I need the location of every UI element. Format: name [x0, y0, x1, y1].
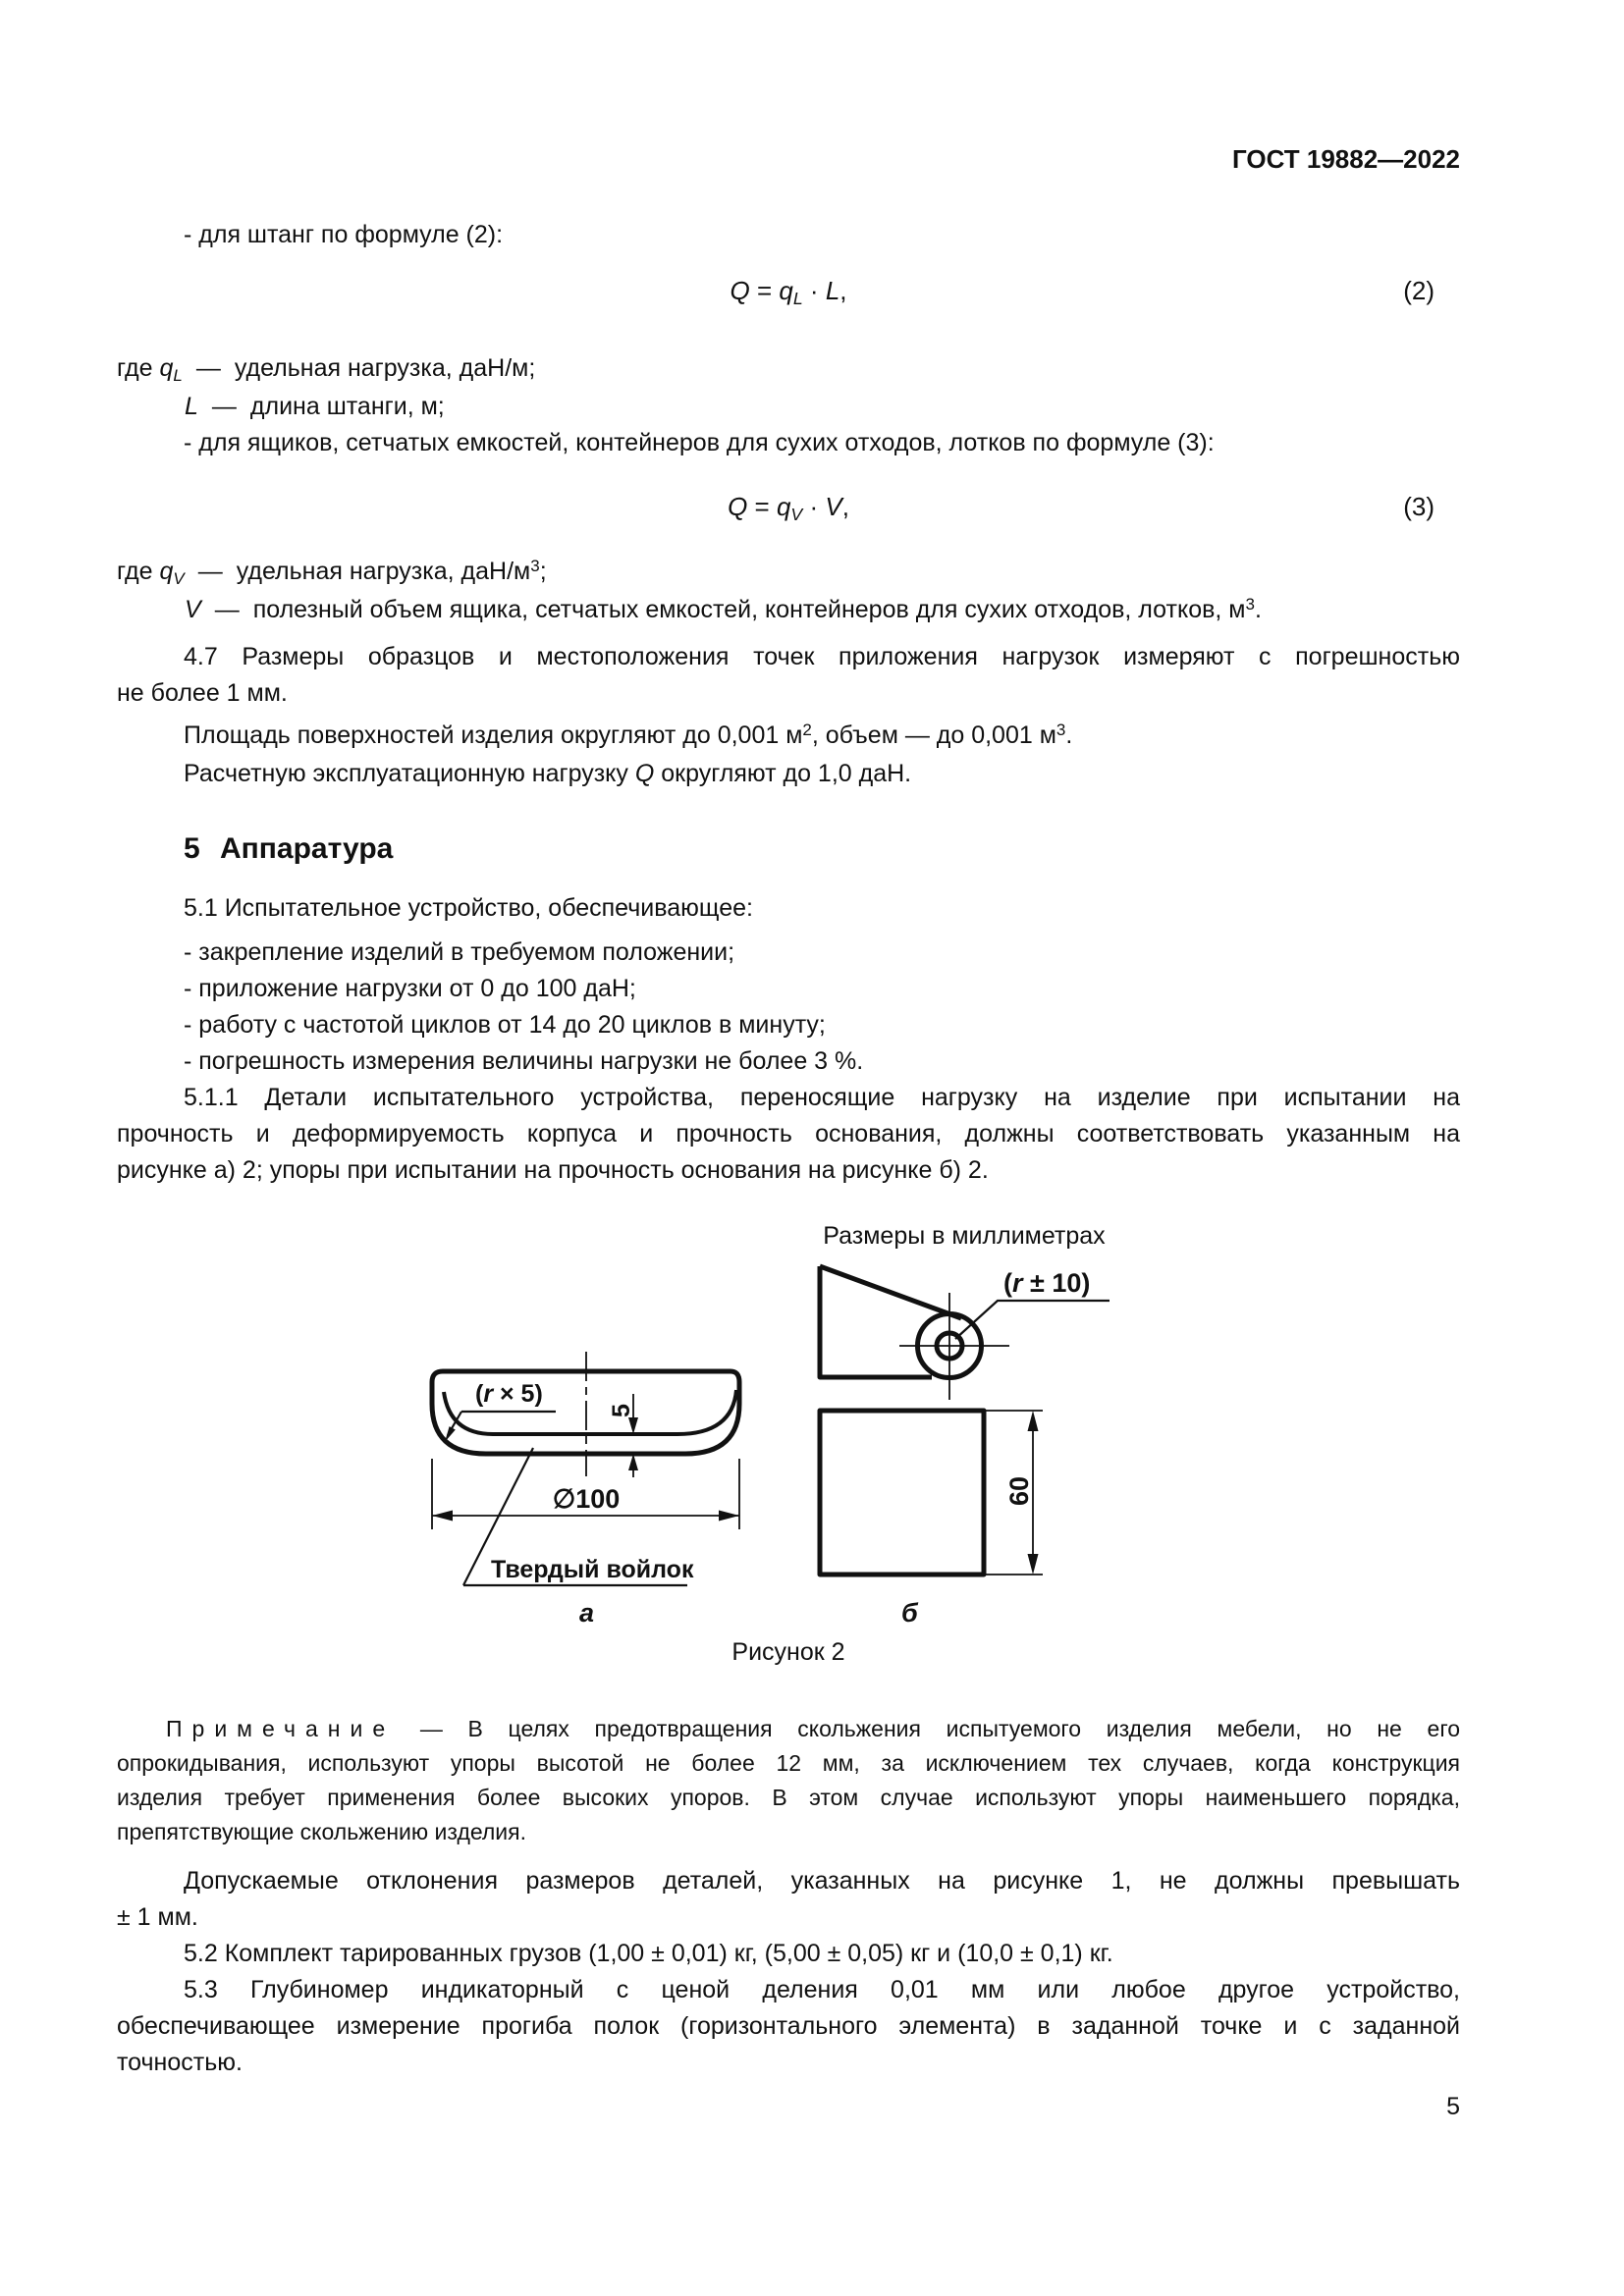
- radius-r10-label: (r ± 10): [1003, 1268, 1091, 1298]
- figure-2-drawing: [245, 1212, 1188, 1634]
- bullet-item: - приложение нагрузки от 0 до 100 даН;: [184, 975, 636, 1002]
- paragraph-5-3-line2: обеспечивающее измерение прогиба полок (горизонтального элемента) в заданной точке и с заданной: [117, 2012, 1460, 2040]
- where-v-definition: V — полезный объем ящика, сетчатых емкостей, контейнеров для сухих отходов, лотков, $м^3$.: [185, 595, 1262, 623]
- formula-2-number: (2): [1403, 276, 1435, 305]
- paragraph-load-rounding: Расчетную эксплуатационную нагрузку Q округляют до 1,0 даН.: [184, 760, 912, 787]
- subfigure-a-label: а: [579, 1598, 595, 1628]
- paragraph-surface-rounding: Площадь поверхностей изделия округляют до 0,001 $м^2$, объем — до 0,001 $м^3$.: [184, 721, 1073, 749]
- r5-arrowhead: [445, 1426, 456, 1442]
- height-arrow-top: [1028, 1411, 1039, 1431]
- bullet-item: - погрешность измерения величины нагрузки не более 3 %.: [184, 1047, 864, 1075]
- paragraph-5-1: 5.1 Испытательное устройство, обеспечивающее:: [184, 894, 753, 922]
- paragraph-deviations-line2: ± 1 мм.: [117, 1903, 198, 1931]
- figure-2: [117, 1212, 1460, 1634]
- height-value: 60: [1004, 1475, 1034, 1506]
- thickness-arrow-down: [628, 1417, 638, 1434]
- note-line4: препятствующие скольжению изделия.: [117, 1819, 526, 1844]
- apparatus-bullet-list: [117, 934, 1460, 1080]
- paragraph-4-7: [117, 639, 1460, 712]
- paragraph-5-2: 5.2 Комплект тарированных грузов (1,00 ± 0,01) кг, (5,00 ± 0,05) кг и (10,0 ± 0,1) кг.: [184, 1940, 1113, 1967]
- formula-3-body: $Q = q_V \cdot V$,: [728, 492, 849, 525]
- bullet-box-formula-intro: - для ящиков, сетчатых емкостей, контейнеров для сухих отходов, лотков по формуле (3):: [184, 429, 1215, 456]
- bullet-item: - работу с частотой циклов от 14 до 20 циклов в минуту;: [184, 1011, 826, 1039]
- note-line1: Примечание — В целях предотвращения скольжения испытуемого изделия мебели, но не его: [166, 1716, 1460, 1741]
- document-header: ГОСТ 19882—2022: [1232, 144, 1460, 174]
- felt-pad-drawing: [432, 1352, 739, 1628]
- page-number: 5: [1446, 2093, 1460, 2120]
- subfigure-b-label: б: [901, 1598, 918, 1628]
- finger-slant-edge: [820, 1266, 961, 1318]
- note-label: Примечание: [166, 1716, 396, 1741]
- bullet-rod-formula-intro: - для штанг по формуле (2):: [184, 221, 504, 248]
- note-block: [117, 1712, 1460, 1849]
- formula-3-number: (3): [1403, 492, 1435, 521]
- paragraph-deviations-line1: Допускаемые отклонения размеров деталей, указанных на рисунке 1, не должны превышать: [184, 1867, 1460, 1895]
- dia-arrow-left: [432, 1511, 453, 1522]
- bullet-item: - закрепление изделий в требуемом положении;: [184, 938, 735, 966]
- paragraph-5-1-1-line1: 5.1.1 Детали испытательного устройства, переносящие нагрузку на изделие при испытании на: [184, 1084, 1460, 1111]
- paragraph-4-7-line2: не более 1 мм.: [117, 679, 288, 707]
- support-block-outline: [820, 1411, 984, 1575]
- figure-units-label: Размеры в миллиметрах: [823, 1222, 1106, 1250]
- note-line3: изделия требует применения более высоких упоров. В этом случае используют упоры наименьшего порядка,: [117, 1785, 1460, 1810]
- paragraph-deviations: [117, 1863, 1460, 1936]
- figure-caption: Рисунок 2: [731, 1638, 845, 1666]
- paragraph-5-1-1: [117, 1080, 1460, 1189]
- paragraph-5-3-line3: точностью.: [117, 2049, 243, 2076]
- formula-2-body: $Q = q_L \cdot L$,: [730, 276, 847, 309]
- load-finger-drawing: [820, 1266, 1110, 1400]
- paragraph-5-3-line1: 5.3 Глубиномер индикаторный с ценой деления 0,01 мм или любое другое устройство,: [184, 1976, 1460, 2003]
- where-q-v-definition: где $q_V$ — удельная нагрузка, даН/$м^3$;: [117, 557, 547, 589]
- formula-3: [117, 477, 1460, 539]
- thickness-arrow-up: [628, 1454, 638, 1470]
- dia-value: ∅100: [552, 1484, 621, 1514]
- radius-r5-label: (r × 5): [475, 1380, 543, 1408]
- felt-material-label: Твердый войлок: [491, 1556, 694, 1583]
- note-line2: опрокидывания, используют упоры высотой не более 12 мм, за исключением тех случаев, когда конструкция: [117, 1750, 1460, 1776]
- dia-arrow-right: [719, 1511, 739, 1522]
- section-5-heading: 5 Аппаратура: [184, 832, 394, 865]
- thickness-value: 5: [608, 1404, 635, 1417]
- paragraph-5-1-1-line2: прочность и деформируемость корпуса и прочность основания, должны соответствовать указанным на: [117, 1120, 1460, 1148]
- finger-body: [820, 1266, 932, 1377]
- where-l-definition: L — длина штанги, м;: [185, 393, 445, 420]
- support-block-drawing: [820, 1411, 1043, 1628]
- formula-2: [117, 261, 1460, 323]
- height-arrow-bottom: [1028, 1554, 1039, 1575]
- paragraph-5-3: [117, 1972, 1460, 2081]
- paragraph-4-7-line1: 4.7 Размеры образцов и местоположения точек приложения нагрузок измеряют с погрешностью: [184, 643, 1460, 670]
- where-q-l-definition: где $q_L$ — удельная нагрузка, даН/м;: [117, 354, 536, 386]
- paragraph-5-1-1-line3: рисунке а) 2; упоры при испытании на прочность основания на рисунке б) 2.: [117, 1156, 989, 1184]
